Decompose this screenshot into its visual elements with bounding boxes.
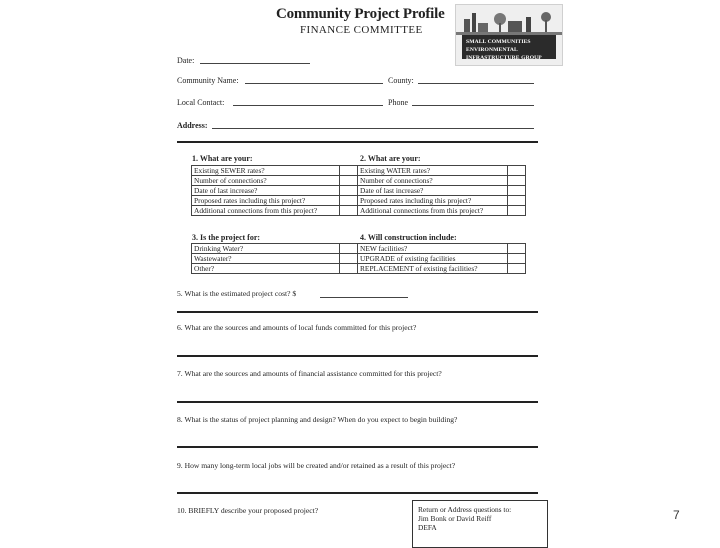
county-label: County:: [388, 76, 414, 85]
page-number: 7: [673, 508, 680, 522]
table-row: [192, 244, 358, 254]
project-cost-field[interactable]: [320, 297, 408, 298]
table-row: [358, 206, 526, 216]
answer-cell[interactable]: [340, 166, 358, 176]
q8-text: 8. What is the status of project planning and design? When do you expect to begin building?: [177, 415, 458, 424]
q2-cell: Date of last increase?: [358, 186, 508, 196]
q1-cell: Existing SEWER rates?: [192, 166, 340, 176]
q1-cell: Additional connections from this project?: [192, 206, 340, 216]
answer-cell[interactable]: [340, 206, 358, 216]
form-subtitle: FINANCE COMMITTEE: [300, 24, 423, 36]
return-address-box: [412, 500, 548, 548]
q3-table: [191, 243, 358, 274]
table-row: [192, 196, 358, 206]
q1-table: [191, 165, 358, 216]
section-divider: [177, 141, 538, 143]
skyline-icon: [456, 5, 562, 35]
table-row: [192, 264, 358, 274]
answer-cell[interactable]: [340, 264, 358, 274]
answer-cell[interactable]: [508, 244, 526, 254]
q4-cell: UPGRADE of existing facilities: [358, 254, 508, 264]
q4-cell: NEW facilities?: [358, 244, 508, 254]
table-row: [192, 176, 358, 186]
q7-text: 7. What are the sources and amounts of financial assistance committed for this project?: [177, 369, 442, 378]
answer-cell[interactable]: [508, 206, 526, 216]
q2-heading: 2. What are your:: [360, 154, 421, 163]
answer-cell[interactable]: [508, 264, 526, 274]
answer-cell[interactable]: [508, 186, 526, 196]
q10-text: 10. BRIEFLY describe your proposed project?: [177, 506, 319, 515]
return-line-2: Jim Bonk or David Reiff: [418, 514, 492, 523]
answer-cell[interactable]: [508, 196, 526, 206]
q1-cell: Proposed rates including this project?: [192, 196, 340, 206]
q4-heading: 4. Will construction include:: [360, 233, 457, 242]
q3-cell: Other?: [192, 264, 340, 274]
q2-cell: Number of connections?: [358, 176, 508, 186]
table-row: [358, 244, 526, 254]
answer-cell[interactable]: [508, 254, 526, 264]
local-contact-field[interactable]: [233, 105, 383, 106]
q2-cell: Existing WATER rates?: [358, 166, 508, 176]
answer-line[interactable]: [177, 401, 538, 403]
answer-line[interactable]: [177, 446, 538, 448]
q2-table: [357, 165, 526, 216]
answer-line[interactable]: [177, 355, 538, 357]
q1-cell: Date of last increase?: [192, 186, 340, 196]
table-row: [358, 166, 526, 176]
q3-cell: Wastewater?: [192, 254, 340, 264]
date-field[interactable]: [200, 63, 310, 64]
date-label: Date:: [177, 56, 195, 65]
q1-heading: 1. What are your:: [192, 154, 253, 163]
answer-cell[interactable]: [340, 254, 358, 264]
q5-text: 5. What is the estimated project cost? $: [177, 289, 297, 298]
q3-heading: 3. Is the project for:: [192, 233, 261, 242]
table-row: [192, 166, 358, 176]
table-row: [192, 206, 358, 216]
return-line-1: Return or Address questions to:: [418, 505, 512, 514]
q3-cell: Drinking Water?: [192, 244, 340, 254]
q2-cell: Proposed rates including this project?: [358, 196, 508, 206]
address-label: Address:: [177, 121, 208, 130]
table-row: [358, 196, 526, 206]
answer-line[interactable]: [177, 311, 538, 313]
answer-cell[interactable]: [340, 186, 358, 196]
table-row: [192, 254, 358, 264]
table-row: [358, 176, 526, 186]
q9-text: 9. How many long-term local jobs will be created and/or retained as a result of this project?: [177, 461, 456, 470]
answer-cell[interactable]: [340, 196, 358, 206]
logo-wordmark: SMALL COMMUNITIES ENVIRONMENTAL INFRASTRUCTURE GROUP: [462, 35, 556, 59]
q4-table: [357, 243, 526, 274]
form-title: Community Project Profile: [276, 6, 445, 22]
q4-cell: REPLACEMENT of existing facilities?: [358, 264, 508, 274]
phone-field[interactable]: [412, 105, 534, 106]
community-name-label: Community Name:: [177, 76, 239, 85]
local-contact-label: Local Contact:: [177, 98, 225, 107]
answer-line[interactable]: [177, 492, 538, 494]
q1-cell: Number of connections?: [192, 176, 340, 186]
community-name-field[interactable]: [245, 83, 383, 84]
q6-text: 6. What are the sources and amounts of local funds committed for this project?: [177, 323, 417, 332]
answer-cell[interactable]: [508, 166, 526, 176]
answer-cell[interactable]: [340, 176, 358, 186]
table-row: [358, 264, 526, 274]
q2-cell: Additional connections from this project?: [358, 206, 508, 216]
answer-cell[interactable]: [508, 176, 526, 186]
table-row: [358, 186, 526, 196]
return-line-3: DEFA: [418, 523, 437, 532]
table-row: [358, 254, 526, 264]
address-field[interactable]: [212, 128, 534, 129]
answer-cell[interactable]: [340, 244, 358, 254]
phone-label: Phone: [388, 98, 408, 107]
county-field[interactable]: [418, 83, 534, 84]
table-row: [192, 186, 358, 196]
organization-logo: [455, 4, 563, 66]
